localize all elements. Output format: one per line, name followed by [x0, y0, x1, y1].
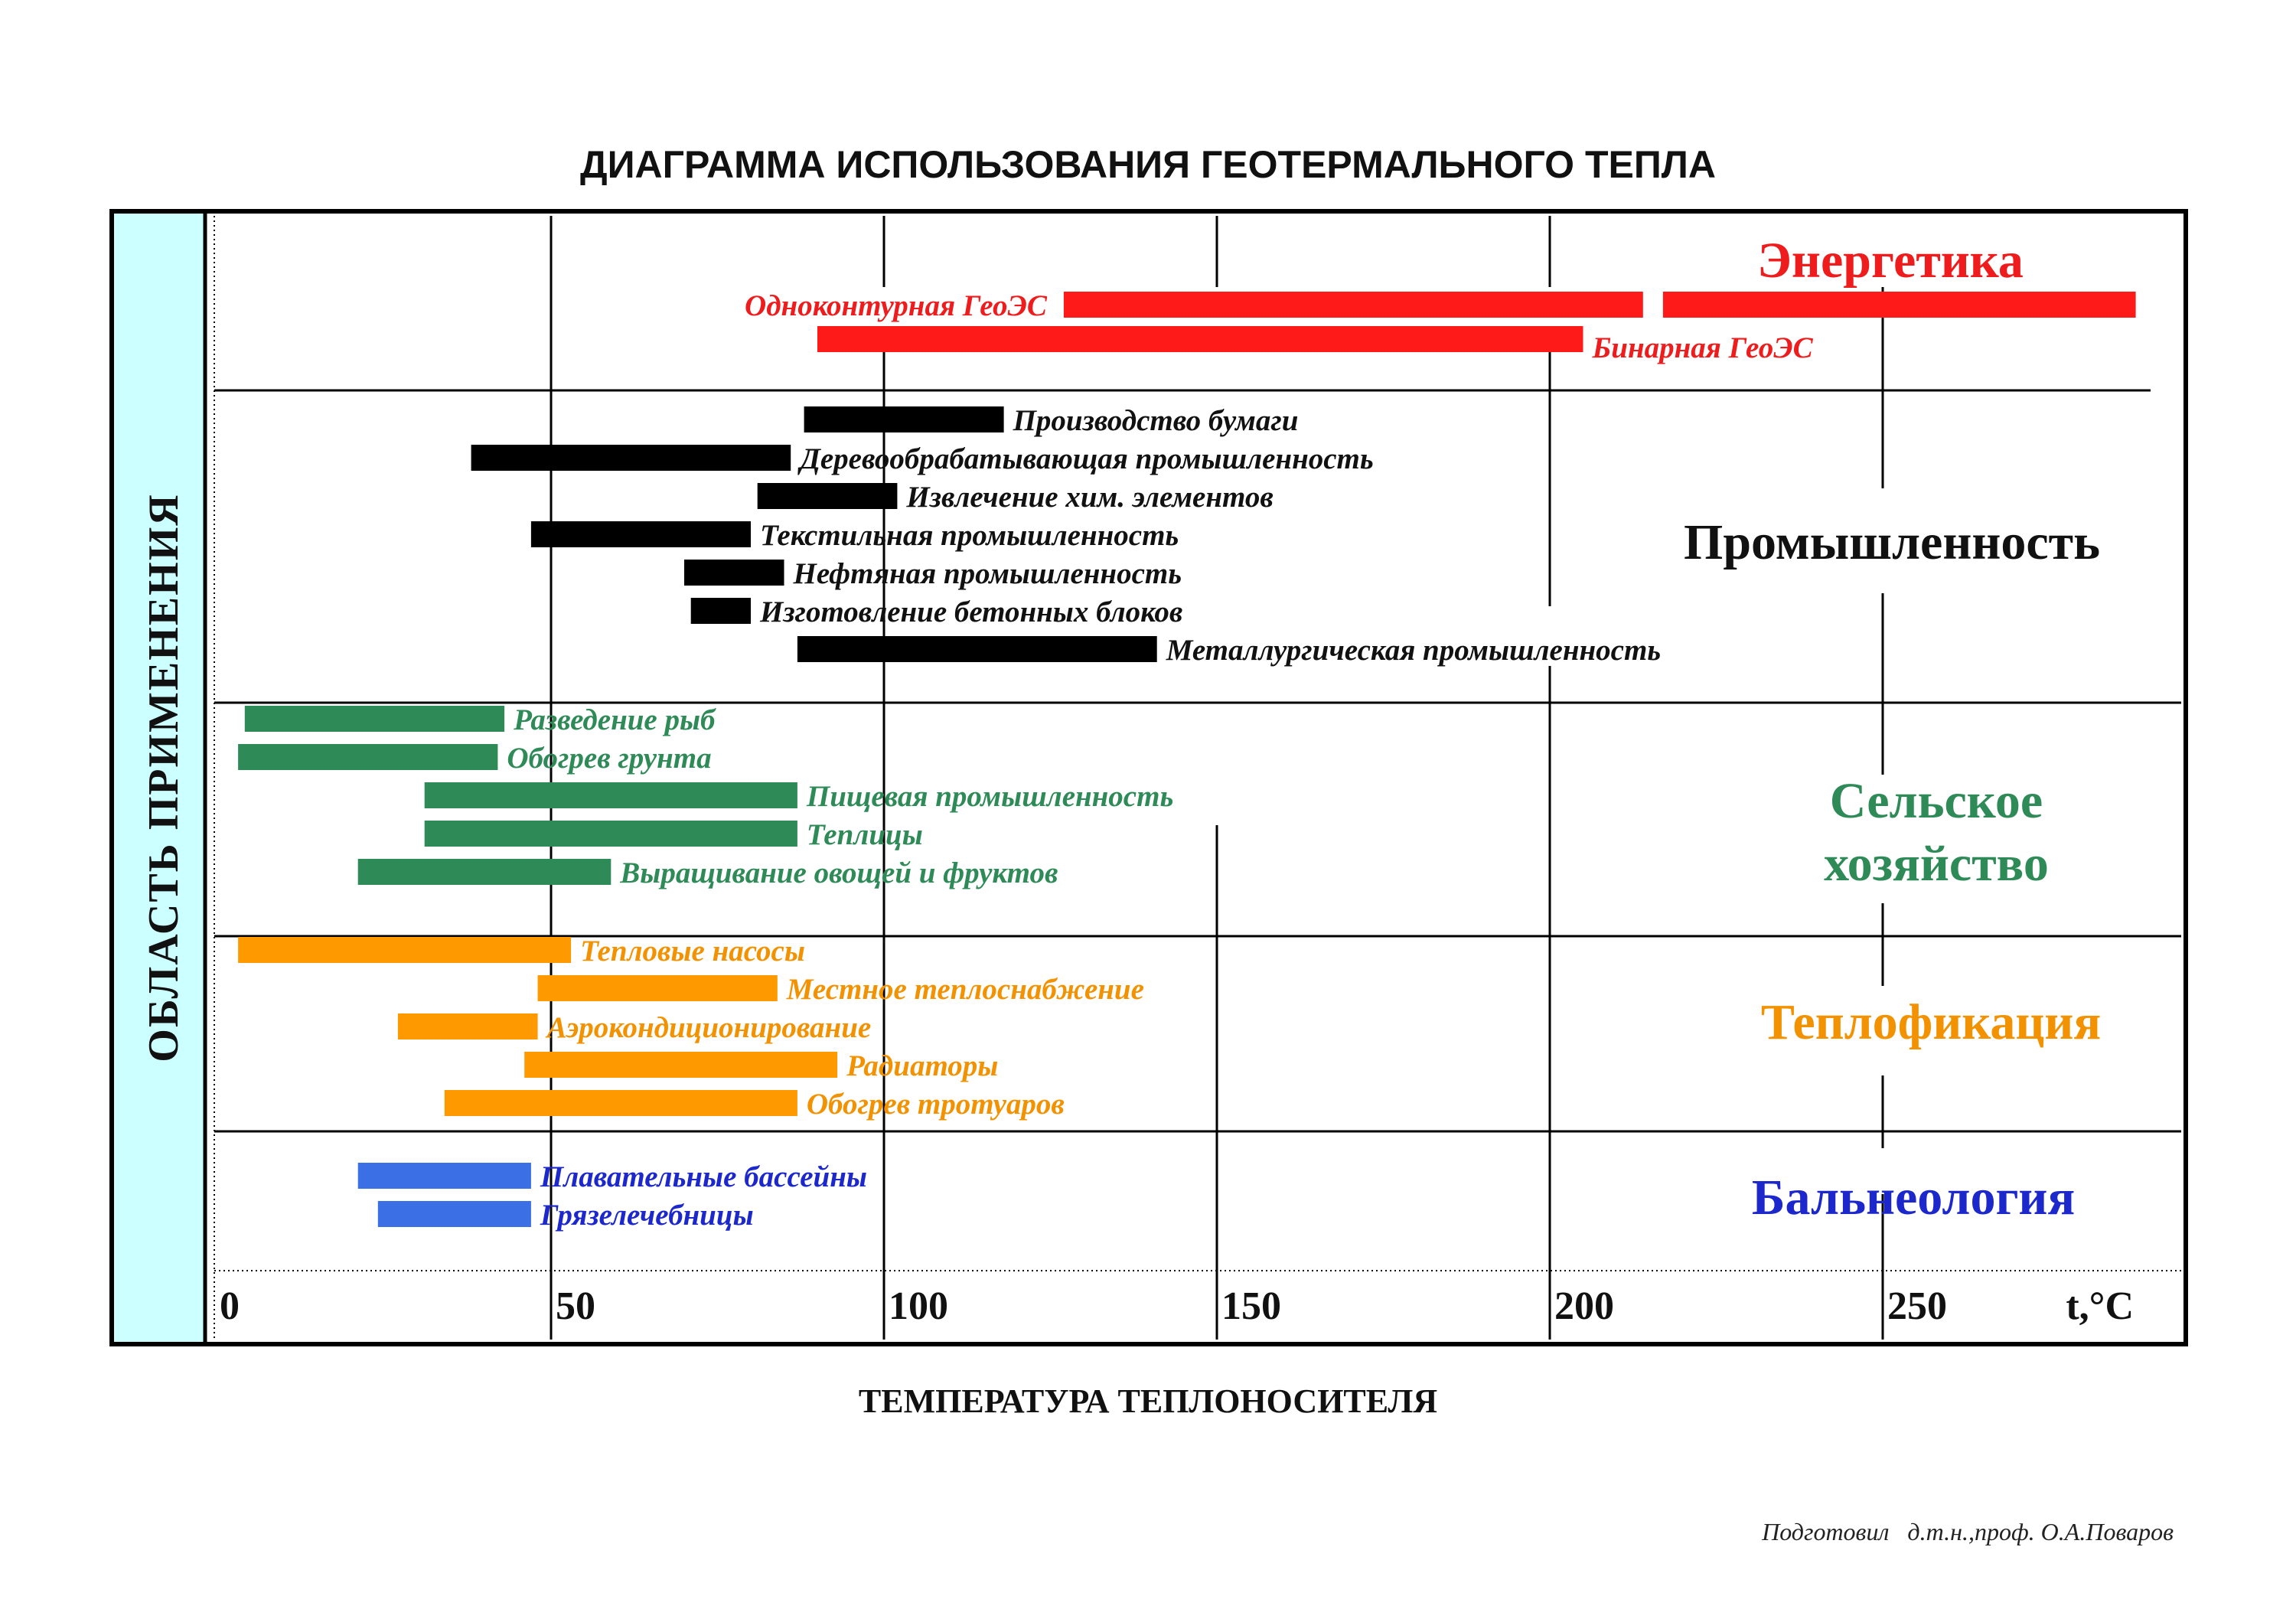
bar-2-3: [425, 821, 797, 847]
bar-1-5: [691, 598, 751, 624]
bar-label: Разведение рыб: [514, 703, 716, 736]
bar-label: Нефтяная промышленность: [793, 557, 1182, 590]
bar-label: Металлургическая промышленность: [1166, 634, 1662, 667]
bar-1-6: [797, 636, 1157, 662]
category-label: Теплофикация: [1760, 994, 2102, 1050]
bar-label: Обогрев грунта: [507, 742, 712, 775]
x-tick-label: 200: [1554, 1284, 1614, 1328]
bar-label: Одноконтурная ГеоЭС: [745, 289, 1047, 322]
bar-0-1: [817, 326, 1583, 352]
bar-3-0: [238, 937, 571, 963]
category-label-line: хозяйство: [1824, 836, 2049, 892]
bar-2-4: [358, 859, 612, 885]
bar-0-0: [1663, 292, 2136, 318]
bar-label: Грязелечебницы: [540, 1199, 754, 1232]
x-tick-label: 0: [220, 1284, 240, 1328]
bar-label: Местное теплоснабжение: [786, 973, 1144, 1006]
bar-3-2: [398, 1013, 538, 1039]
bar-label: Плавательные бассейны: [540, 1160, 867, 1193]
bar-3-1: [538, 975, 778, 1001]
bar-label: Аэрокондиционирование: [546, 1011, 872, 1044]
bar-4-1: [378, 1201, 531, 1227]
bar-2-0: [245, 706, 504, 732]
bar-3-3: [524, 1052, 837, 1078]
category-label: Бальнеология: [1751, 1170, 2076, 1225]
bar-label: Радиаторы: [846, 1049, 999, 1082]
bar-4-0: [358, 1163, 531, 1189]
category-label: Энергетика: [1757, 233, 2024, 289]
bar-label: Бинарная ГеоЭС: [1592, 331, 1813, 364]
bar-0-0: [1064, 292, 1643, 318]
bar-label: Пищевая промышленность: [806, 780, 1174, 813]
bar-label: Деревообрабатывающая промышленность: [800, 442, 1374, 475]
bar-3-4: [445, 1090, 797, 1116]
tick-labels-layer: [220, 1284, 2134, 1328]
bar-2-2: [425, 782, 797, 808]
x-tick-label: 100: [889, 1284, 948, 1328]
bar-label: Выращивание овощей и фруктов: [620, 857, 1058, 889]
x-tick-label: 50: [556, 1284, 595, 1328]
bar-label: Тепловые насосы: [580, 935, 805, 968]
category-label: [1824, 773, 2049, 892]
category-label-line: Сельское: [1829, 773, 2043, 829]
bar-1-3: [531, 521, 751, 547]
bar-1-2: [758, 483, 898, 509]
x-axis-label: ТЕМПЕРАТУРА ТЕПЛОНОСИТЕЛЯ: [858, 1382, 1438, 1420]
category-labels-layer: [1684, 233, 2101, 1225]
bar-label: Текстильная промышленность: [760, 519, 1179, 552]
y-axis-label: ОБЛАСТЬ ПРИМЕНЕНИЯ: [140, 493, 188, 1062]
x-tick-label: 250: [1887, 1284, 1947, 1328]
bar-1-1: [471, 445, 791, 471]
bar-1-4: [684, 560, 784, 586]
bar-label: Теплицы: [806, 818, 923, 851]
category-label: Промышленность: [1684, 514, 2100, 570]
x-tick-label: 150: [1221, 1284, 1281, 1328]
bar-2-1: [238, 744, 497, 770]
bar-1-0: [804, 406, 1004, 432]
credit-line: Подготовил д.т.н.,проф. О.А.Поваров: [1762, 1518, 2174, 1545]
bar-label: Производство бумаги: [1013, 404, 1299, 437]
bar-label: Извлечение хим. элементов: [906, 481, 1274, 514]
chart-title: ДИАГРАММА ИСПОЛЬЗОВАНИЯ ГЕОТЕРМАЛЬНОГО ТЕПЛА: [580, 143, 1716, 186]
x-unit-label: t,°C: [2066, 1284, 2134, 1328]
bar-label: Обогрев тротуаров: [806, 1088, 1065, 1121]
bar-label: Изготовление бетонных блоков: [760, 596, 1183, 628]
